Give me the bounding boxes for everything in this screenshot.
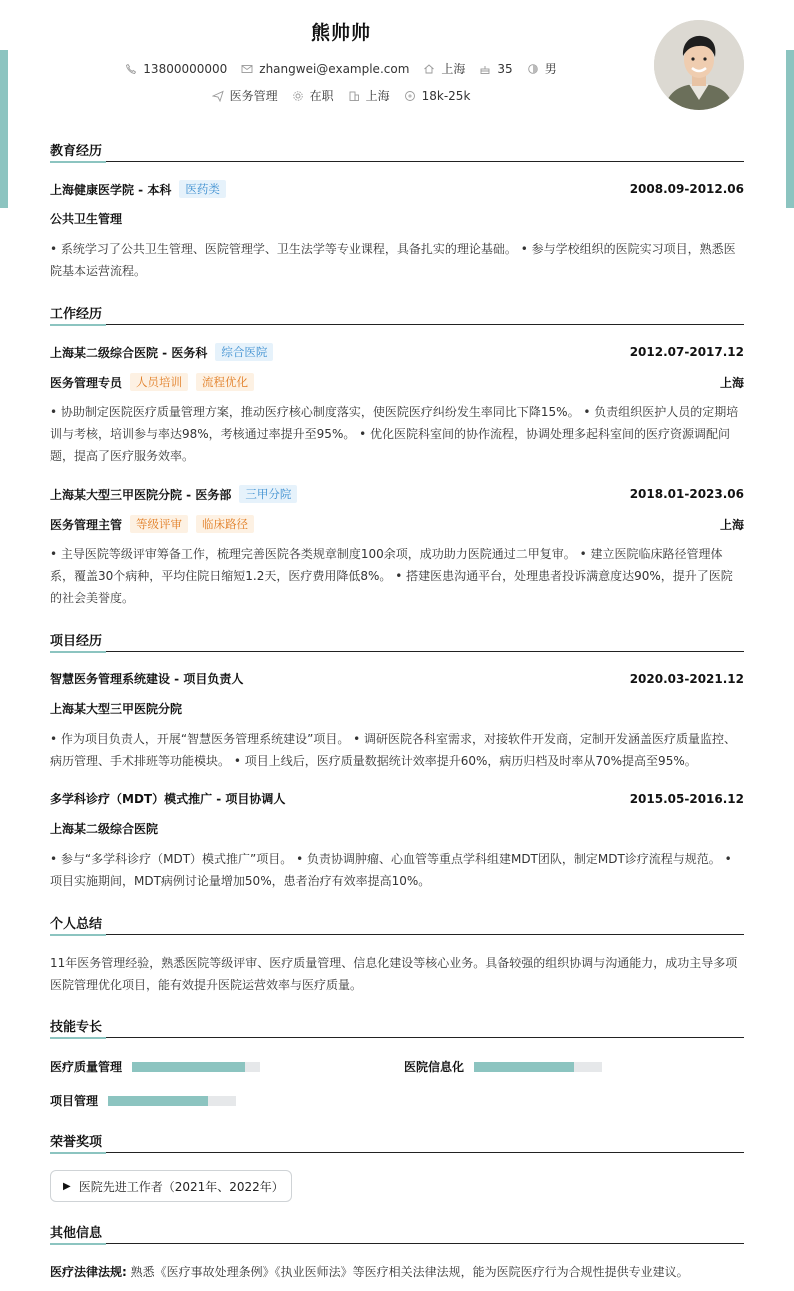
status-item bbox=[292, 87, 334, 104]
work-desc-2: • 主导医院等级评审筹备工作，梳理完善医院各类规章制度100余项，成功助力医院通过二甲复审。 • 建立医院临床路径管理体系，覆盖30个病种，平均住院日缩短1.2天，医疗费用降低8%。 • 搭建医患沟通平台，处理患者投诉满意度达90%，提升了医院的社会美誉度。 bbox=[50, 547, 733, 605]
other-label: 医疗法律法规: bbox=[50, 1265, 127, 1279]
candidate-name: 熊帅帅 bbox=[310, 22, 371, 44]
resume-page bbox=[50, 0, 744, 1279]
salary-text: 18k-25k bbox=[421, 88, 471, 103]
project-org: 上海某大型三甲医院分院 bbox=[50, 702, 183, 716]
project-row-2 bbox=[50, 790, 744, 807]
company-tag: 综合医院 bbox=[215, 343, 273, 361]
gender-item bbox=[527, 60, 557, 77]
project-org-row-1 bbox=[50, 700, 744, 717]
project-org-row-2 bbox=[50, 820, 744, 837]
skill-bar-fill bbox=[108, 1096, 208, 1106]
status-text: 在职 bbox=[309, 89, 334, 103]
phone-item bbox=[125, 62, 227, 76]
city-text: 上海 bbox=[441, 62, 466, 76]
role-row-2 bbox=[50, 515, 744, 533]
project-desc-1: • 作为项目负责人，开展“智慧医务管理系统建设”项目。 • 调研医院各科室需求，对接软件开发商，定制开发涵盖医疗质量监控、病历管理、手术排班等功能模块。 • 项目上线后，医疗质量数据统计效率提升60%，病历归档及时率从70%提高至95%。 bbox=[50, 732, 737, 768]
company-tag: 三甲分院 bbox=[239, 485, 297, 503]
other-info bbox=[50, 1261, 744, 1283]
mail-icon bbox=[241, 63, 253, 75]
company-name: 上海某大型三甲医院分院 - 医务部 bbox=[50, 487, 232, 502]
work-date: 2018.01-2023.06 bbox=[629, 487, 744, 501]
major-name: 公共卫生管理 bbox=[50, 212, 123, 226]
job-item bbox=[212, 87, 278, 104]
age-item bbox=[479, 62, 512, 76]
work-location: 上海 bbox=[719, 517, 744, 532]
work-location: 上海 bbox=[719, 375, 744, 390]
email-text: zhangwei@example.com bbox=[259, 61, 410, 76]
project-org: 上海某二级综合医院 bbox=[50, 822, 159, 836]
role-name: 医务管理专员 bbox=[50, 375, 123, 390]
role-tag: 流程优化 bbox=[196, 373, 254, 391]
project-date: 2020.03-2021.12 bbox=[629, 671, 744, 686]
work-city-text: 上海 bbox=[365, 89, 390, 103]
role-name: 医务管理主管 bbox=[50, 517, 123, 532]
project-date: 2015.05-2016.12 bbox=[629, 791, 744, 806]
caret-right-icon: ▶ bbox=[63, 1180, 71, 1192]
skills-title: 技能专长 bbox=[50, 1016, 744, 1038]
project-title: 多学科诊疗（MDT）模式推广 - 项目协调人 bbox=[50, 792, 286, 806]
left-accent-bar bbox=[0, 50, 8, 208]
skill-bar bbox=[108, 1096, 236, 1106]
salary-icon bbox=[404, 90, 416, 102]
skill-bar-fill bbox=[132, 1062, 245, 1072]
education-title: 教育经历 bbox=[50, 140, 744, 162]
avatar-portrait bbox=[654, 20, 744, 110]
resume-header bbox=[50, 0, 744, 122]
school-tag: 医药类 bbox=[179, 180, 226, 198]
other-text: 熟悉《医疗事故处理条例》《执业医师法》等医疗相关法律法规，能为医院医疗行为合规性提供专业建议。 bbox=[130, 1265, 689, 1279]
avatar bbox=[654, 20, 744, 110]
salary-item bbox=[404, 89, 471, 103]
school-name: 上海健康医学院 - 本科 bbox=[50, 182, 172, 197]
role-tag: 人员培训 bbox=[130, 373, 188, 391]
skills-section bbox=[50, 1016, 744, 1038]
work-date: 2012.07-2017.12 bbox=[629, 345, 744, 359]
summary-title: 个人总结 bbox=[50, 913, 744, 935]
education-desc: • 系统学习了公共卫生管理、医院管理学、卫生法学等专业课程，具备扎实的理论基础。 • 参与学校组织的医院实习项目，熟悉医院基本运营流程。 bbox=[50, 242, 736, 278]
projects-section bbox=[50, 630, 744, 652]
education-section bbox=[50, 140, 744, 162]
work-city-item bbox=[348, 87, 390, 104]
awards-section bbox=[50, 1131, 744, 1153]
contact-row bbox=[50, 60, 632, 77]
cake-icon bbox=[479, 63, 491, 75]
summary-text: 11年医务管理经验，熟悉医院等级评审、医疗质量管理、信息化建设等核心业务。具备较强的组织协调与沟通能力，成功主导多项医院管理优化项目，能有效提升医院运营效率与医疗质量。 bbox=[50, 956, 738, 992]
skill-item bbox=[50, 1058, 260, 1075]
gear-icon bbox=[292, 90, 304, 102]
skill-item bbox=[404, 1058, 602, 1075]
company-name: 上海某二级综合医院 - 医务科 bbox=[50, 345, 208, 360]
work-section bbox=[50, 303, 744, 325]
work-row-2 bbox=[50, 485, 744, 503]
building-icon bbox=[348, 90, 360, 102]
skill-name: 项目管理 bbox=[50, 1094, 99, 1108]
project-row-1 bbox=[50, 670, 744, 687]
send-icon bbox=[212, 90, 224, 102]
gender-text: 男 bbox=[544, 62, 557, 76]
skill-bar bbox=[474, 1062, 602, 1072]
work-title: 工作经历 bbox=[50, 303, 744, 325]
gender-icon bbox=[527, 63, 539, 75]
work-desc-1: • 协助制定医院医疗质量管理方案，推动医疗核心制度落实，使医院医疗纠纷发生率同比下降15%。 • 负责组织医护人员的定期培训与考核，培训参与率达98%，考核通过率提升至95%。 • 优化医院科室间的协作流程，协调处理多起科室间的医疗资源调配问题，提高了医疗服务效率。 bbox=[50, 405, 739, 463]
award-item[interactable] bbox=[50, 1170, 292, 1202]
summary-section bbox=[50, 913, 744, 935]
project-title: 智慧医务管理系统建设 - 项目负责人 bbox=[50, 672, 244, 686]
work-row-1 bbox=[50, 343, 744, 361]
age-text: 35 bbox=[497, 61, 513, 76]
education-row bbox=[50, 180, 744, 198]
job-info-row bbox=[50, 87, 632, 104]
project-desc-2: • 参与“多学科诊疗（MDT）模式推广”项目。 • 负责协调肿瘤、心血管等重点学科组建MDT团队，制定MDT诊疗流程与规范。 • 项目实施期间，MDT病例讨论量增加50%，患者治疗有效率提高10%。 bbox=[50, 852, 732, 888]
other-title: 其他信息 bbox=[50, 1222, 744, 1244]
phone-icon bbox=[125, 63, 137, 75]
role-tag: 临床路径 bbox=[196, 515, 254, 533]
skill-bar-fill bbox=[474, 1062, 574, 1072]
role-row-1 bbox=[50, 373, 744, 391]
skill-name: 医疗质量管理 bbox=[50, 1060, 123, 1074]
award-text: 医院先进工作者（2021年、2022年） bbox=[78, 1179, 284, 1194]
home-icon bbox=[423, 63, 435, 75]
other-section bbox=[50, 1222, 744, 1244]
projects-title: 项目经历 bbox=[50, 630, 744, 652]
job-text: 医务管理 bbox=[229, 89, 278, 103]
phone-text: 13800000000 bbox=[143, 61, 228, 76]
skill-bar bbox=[132, 1062, 260, 1072]
email-item bbox=[241, 62, 409, 76]
major-row bbox=[50, 210, 744, 227]
right-accent-bar bbox=[786, 50, 794, 208]
education-date: 2008.09-2012.06 bbox=[629, 182, 744, 196]
role-tag: 等级评审 bbox=[130, 515, 188, 533]
skill-item bbox=[50, 1092, 236, 1109]
skill-name: 医院信息化 bbox=[404, 1060, 465, 1074]
city-item bbox=[423, 60, 465, 77]
awards-title: 荣誉奖项 bbox=[50, 1131, 744, 1153]
